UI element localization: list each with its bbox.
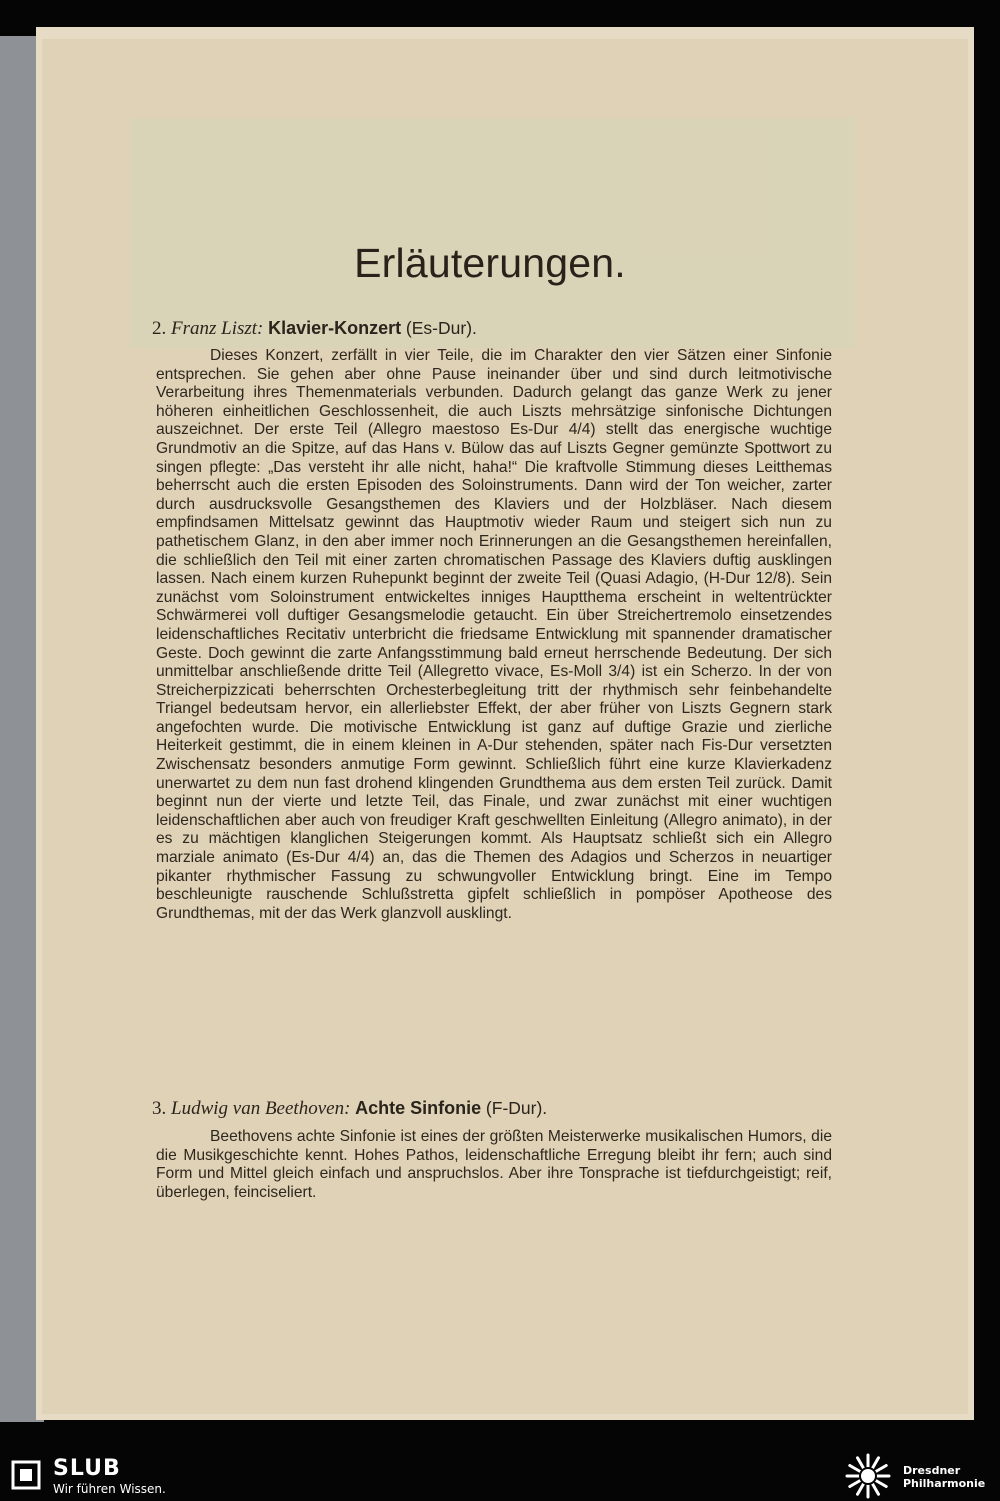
section-text-beethoven: Beethovens achte Sinfonie ist eines der größten Meisterwerke musikalischen Humors, die die Musikgeschichte kennt. Hohes Pathos, leidenschaftliche Erregung bleibt ihr fern; auch sind Form und Mittel gleich einfach und anspruchslos. Aber ihre Tonsprache ist tiefdurchgeistigt; reif, überlegen, feinciseliert. bbox=[156, 1128, 832, 1201]
composer-name: Franz Liszt: bbox=[171, 318, 264, 339]
slub-logo-icon[interactable] bbox=[10, 1459, 42, 1491]
work-key: (Es-Dur). bbox=[405, 318, 477, 338]
paper-tint bbox=[130, 118, 855, 348]
philharmonie-line-2: Philharmonie bbox=[903, 1477, 986, 1490]
philharmonie-line-1: Dresdner bbox=[903, 1464, 961, 1477]
slub-brand[interactable]: SLUB bbox=[53, 1456, 121, 1481]
composer-name: Ludwig van Beethoven: bbox=[171, 1098, 351, 1119]
work-key: (F-Dur). bbox=[485, 1098, 548, 1118]
philharmonie-brand[interactable] bbox=[903, 1464, 985, 1490]
section-text-liszt: Dieses Konzert, zerfällt in vier Teile, die im Charakter den vier Sätzen einer Sinfonie entsprechen. Sie gehen aber ohne Pause ineinander über und sind durch leitmotivische Verarbeitung ihres Themenmaterials verbunden. Dadurch gelangt das ganze Werk zu jener höheren einheitlichen Geschlossenheit, die auch Liszts mehrsätzige sinfonische Dichtungen auszeichnet. Der erste Teil (Allegro maestoso Es-Dur 4/4) stellt das energische wuchtige Grundmotiv an die Spitze, auf das Hans v. Bülow das auf Liszts Gegner gemünzte Spottwort zu singen pflegte: „Das versteht ihr alle nicht, haha!“ Die kraftvolle Stimmung dieses Leitthemas beherrscht auch die ersten Episoden des Soloinstruments. Dann wird der Ton weicher, zarter durch ausdrucksvolle Gesangsthemen des Klaviers und der Holzbläser. Nach diesem empfindsamen Mittelsatz gewinnt das Hauptmotiv wieder Raum und steigert sich nun zu pathetischem Glanz, in den aber immer noch Erinnerungen an die Gesangsthemen hereinfallen, die schließlich den Teil mit einer zarten chromatischen Passage des Klaviers duftig ausklingen lassen. Nach einem kurzen Ruhepunkt beginnt der zweite Teil (Quasi Adagio, (H-Dur 12/8). Sein zunächst vom Soloinstrument entwickeltes inniges Hauptthema erscheint in weltentrückter Schwärmerei voll duftiger Gesangsmelodie getaucht. Ein über Streichertremolo einsetzendes leidenschaftliches Recitativ unterbricht die friedsame Entwicklung mit spannender dramatischer Geste. Doch gewinnt die zarte Anfangsstimmung bald erneut herrschende Bedeutung. Der sich unmittelbar anschließende dritte Teil (Allegretto vivace, Es-Moll 3/4) ist ein Scherzo. In der von Streicherpizzicati beherrschten Orchesterbegleitung tritt der rhythmisch sehr feinbehandelte Triangel bedeutsam hervor, ein allerliebster Effekt, der aber früher von Liszts Gegnern stark angefochten wurde. Die motivische Entwicklung ist ganz auf duftige Grazie und zierliche Heiterkeit gestimmt, die in einem kleinen in A-Dur stehenden, später nach Fis-Dur versetzten Zwischensatz besonders anmutige Form gewinnt. Schließlich führt eine kurze Klavierkadenz unerwartet zu dem nun fast drohend klingenden Grundthema aus dem ersten Teil zurück. Damit beginnt nun der vierte und letzte Teil, das Finale, und zwar zunächst mit einer wuchtigen leidenschaftlichen aber auch von freudiger Kraft geschwellten Einleitung (Allegro animato), in der es zu mächtigen klanglichen Steigerungen kommt. Als Hauptsatz schließt sich ein Allegro marziale animato (Es-Dur 4/4) an, das die Themen des Adagios und Scherzos in neuartiger pikanter rhythmischer Fassung zu schwungvoller Entwicklung bringt. Eine im Tempo beschleunigte rauschende Schlußstretta gipfelt schließlich in pompöser Apotheose des Grundthemas, mit der das Werk glanzvoll ausklingt. bbox=[156, 347, 832, 922]
section-heading-beethoven bbox=[152, 1098, 852, 1120]
philharmonie-logo-icon[interactable] bbox=[843, 1452, 893, 1500]
section-heading-liszt bbox=[152, 318, 852, 340]
work-title: Klavier-Konzert bbox=[268, 318, 402, 338]
viewer-footer bbox=[0, 1450, 1000, 1501]
work-title: Achte Sinfonie bbox=[355, 1098, 482, 1118]
page-title: Erläuterungen. bbox=[354, 240, 626, 286]
section-number: 2. bbox=[152, 318, 167, 339]
slub-tagline: Wir führen Wissen. bbox=[53, 1482, 166, 1496]
section-number: 3. bbox=[152, 1098, 167, 1119]
